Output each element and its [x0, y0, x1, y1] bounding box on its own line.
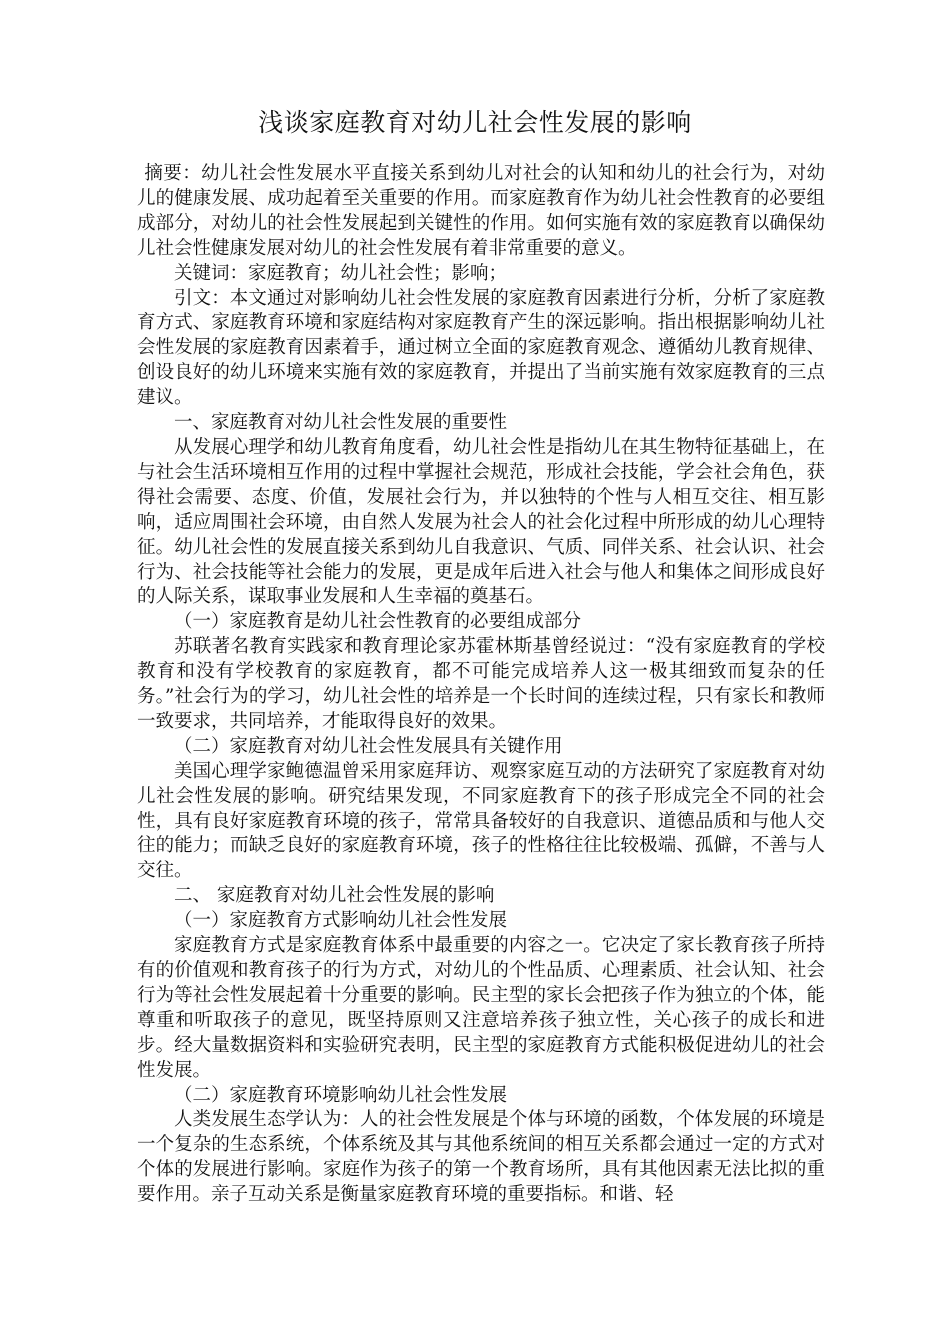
introduction-paragraph: 引文：本文通过对影响幼儿社会性发展的家庭教育因素进行分析，分析了家庭教育方式、家庭教育环境和家庭结构对家庭教育产生的深远影响。指出根据影响幼儿社会性发展的家庭教育因素着手，通过树立全面的家庭教育观念、遵循幼儿教育规律、创设良好的幼儿环境来实施有效的家庭教育，并提出了当前实施有效家庭教育的三点建议。 — [137, 287, 825, 409]
body-paragraph: 美国心理学家鲍德温曾采用家庭拜访、观察家庭互动的方法研究了家庭教育对幼儿社会性发展的影响。研究结果发现，不同家庭教育下的孩子形成完全不同的社会性，具有良好家庭教育环境的孩子，常常具备较好的自我意识、道德品质和与他人交往的能力；而缺乏良好的家庭教育环境，孩子的性格往往比较极端、孤僻，不善与人交往。 — [137, 760, 825, 882]
subsection-heading-1-1: （一）家庭教育是幼儿社会性教育的必要组成部分 — [174, 611, 582, 633]
body-paragraph: 从发展心理学和幼儿教育角度看，幼儿社会性是指幼儿在其生物特征基础上，在与社会生活环境相互作用的过程中掌握社会规范，形成社会技能，学会社会角色，获得社会需要、态度、价值，发展社会行为，并以独特的个性与人相互交往、相互影响，适应周围社会环境，由自然人发展为社会人的社会化过程中所形成的幼儿心理特征。幼儿社会性的发展直接关系到幼儿自我意识、气质、同伴关系、社会认识、社会行为、社会技能等社会能力的发展，更是成年后进入社会与他人和集体之间形成良好的人际关系，谋取事业发展和人生幸福的奠基石。 — [137, 436, 825, 608]
subsection-heading-1-2: （二）家庭教育对幼儿社会性发展具有关键作用 — [174, 735, 563, 757]
keywords-paragraph: 关键词：家庭教育；幼儿社会性；影响； — [174, 262, 508, 284]
subsection-heading-2-1: （一）家庭教育方式影响幼儿社会性发展 — [174, 910, 508, 932]
body-paragraph: 人类发展生态学认为：人的社会性发展是个体与环境的函数，个体发展的环境是一个复杂的生态系统，个体系统及其与其他系统间的相互关系都会通过一定的方式对个体的发展进行影响。家庭作为孩子的第一个教育场所，具有其他因素无法比拟的重要作用。亲子互动关系是衡量家庭教育环境的重要指标。和谐、轻 — [137, 1109, 825, 1206]
document-body — [137, 162, 825, 1208]
abstract-paragraph: 摘要：幼儿社会性发展水平直接关系到幼儿对社会的认知和幼儿的社会行为，对幼儿的健康发展、成功起着至关重要的作用。而家庭教育作为幼儿社会性教育的必要组成部分，对幼儿的社会性发展起到关键性的作用。如何实施有效的家庭教育以确保幼儿社会性健康发展对幼儿的社会性发展有着非常重要的意义。 — [137, 163, 825, 259]
subsection-heading-2-2: （二）家庭教育环境影响幼儿社会性发展 — [174, 1084, 508, 1106]
section-heading-1: 一、家庭教育对幼儿社会性发展的重要性 — [174, 412, 508, 434]
section-heading-2: 二、 家庭教育对幼儿社会性发展的影响 — [174, 885, 495, 907]
body-paragraph: 家庭教育方式是家庭教育体系中最重要的内容之一。它决定了家长教育孩子所持有的价值观和教育孩子的行为方式，对幼儿的个性品质、心理素质、社会认知、社会行为等社会性发展起着十分重要的影响。民主型的家长会把孩子作为独立的个体，能尊重和听取孩子的意见，既坚持原则又注意培养孩子独立性，关心孩子的成长和进步。经大量数据资料和实验研究表明，民主型的家庭教育方式能积极促进幼儿的社会性发展。 — [137, 935, 825, 1081]
body-paragraph: 苏联著名教育实践家和教育理论家苏霍林斯基曾经说过：“没有家庭教育的学校教育和没有学校教育的家庭教育，都不可能完成培养人这一极其细致而复杂的任务。”社会行为的学习，幼儿社会性的培养是一个长时间的连续过程，只有家长和教师一致要求，共同培养，才能取得良好的效果。 — [137, 636, 825, 732]
document-title: 浅谈家庭教育对幼儿社会性发展的影响 — [258, 108, 692, 137]
